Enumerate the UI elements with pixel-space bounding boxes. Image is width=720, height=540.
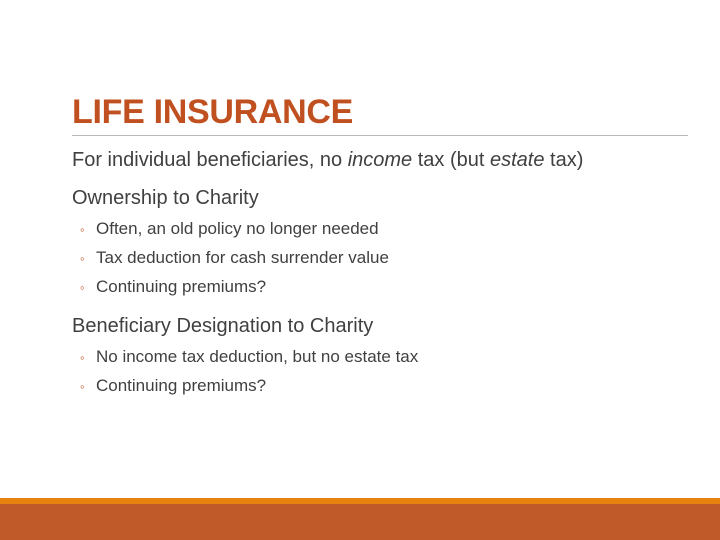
title-divider — [72, 135, 688, 136]
bullet-beneficiary-designation: Beneficiary Designation to Charity — [72, 315, 374, 337]
sub-bullet — [72, 244, 672, 273]
ownership-sublist — [72, 215, 672, 302]
sub-bullet-text: No income tax deduction, but no estate tax — [96, 347, 419, 366]
point-text: tax (but — [412, 149, 490, 171]
sub-bullet-text: Often, an old policy no longer needed — [96, 219, 379, 238]
sub-bullet — [72, 273, 672, 302]
sub-bullet-text: Tax deduction for cash surrender value — [96, 248, 389, 267]
slide-title: LIFE INSURANCE — [72, 93, 354, 131]
bullet-individual-beneficiaries — [72, 148, 672, 173]
circle-bullet-icon: ◦ — [80, 350, 85, 365]
point-emphasis-income: income — [347, 149, 413, 171]
circle-bullet-icon: ◦ — [80, 222, 85, 237]
circle-bullet-icon: ◦ — [80, 280, 85, 295]
bullet-ownership-to-charity: Ownership to Charity — [72, 187, 259, 209]
sub-bullet-text: Continuing premiums? — [96, 376, 267, 395]
sub-bullet-text: Continuing premiums? — [96, 277, 267, 296]
point-text: tax) — [544, 149, 584, 171]
sub-bullet — [72, 215, 672, 244]
sub-bullet — [72, 343, 672, 372]
sub-bullet — [72, 372, 672, 401]
beneficiary-sublist — [72, 343, 672, 401]
slide-content — [72, 148, 672, 401]
footer-bar — [0, 504, 720, 540]
point-emphasis-estate: estate — [490, 149, 545, 171]
circle-bullet-icon: ◦ — [80, 379, 85, 394]
point-text: For individual beneficiaries, no — [72, 149, 348, 171]
circle-bullet-icon: ◦ — [80, 251, 85, 266]
